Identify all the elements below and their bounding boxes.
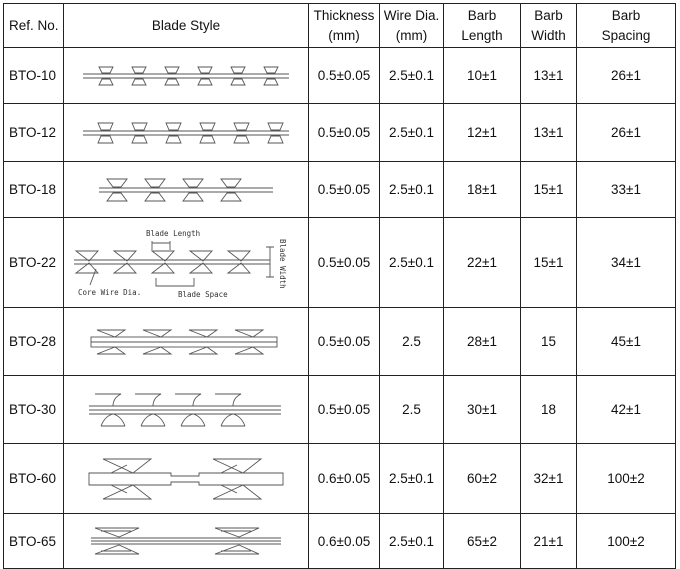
thickness-cell: 0.5±0.05 [309, 218, 380, 308]
wire-dia-cell: 2.5±0.1 [380, 162, 444, 218]
core-wire-label: Core Wire Dia. [78, 287, 142, 297]
barb-length-cell: 60±2 [444, 444, 521, 514]
blade-style-cell [64, 308, 309, 376]
thickness-cell: 0.5±0.05 [309, 48, 380, 104]
blade-drawing-bto-30 [81, 388, 291, 432]
table-row [4, 162, 676, 218]
thickness-cell: 0.5±0.05 [309, 376, 380, 444]
barb-spacing-cell: 42±1 [577, 376, 676, 444]
blade-style-cell [64, 444, 309, 514]
barb-width-cell: 13±1 [521, 48, 577, 104]
blade-drawing-bto-65 [81, 521, 291, 561]
spec-table [3, 3, 676, 569]
blade-style-cell [64, 514, 309, 569]
thickness-cell: 0.5±0.05 [309, 104, 380, 162]
wire-dia-cell: 2.5 [380, 376, 444, 444]
blade-style-cell [64, 48, 309, 104]
wire-dia-cell: 2.5±0.1 [380, 104, 444, 162]
blade-style-cell [64, 218, 309, 308]
thickness-cell: 0.6±0.05 [309, 444, 380, 514]
ref-no-cell: BTO-22 [4, 218, 64, 308]
wire-dia-cell: 2.5±0.1 [380, 444, 444, 514]
wire-dia-cell: 2.5±0.1 [380, 48, 444, 104]
barb-width-cell: 13±1 [521, 104, 577, 162]
blade-length-label: Blade Length [146, 228, 201, 238]
blade-style-cell [64, 376, 309, 444]
barb-width-cell: 15±1 [521, 218, 577, 308]
barb-width-cell: 15±1 [521, 162, 577, 218]
barb-width-cell: 18 [521, 376, 577, 444]
thickness-cell: 0.5±0.05 [309, 162, 380, 218]
ref-no-cell: BTO-12 [4, 104, 64, 162]
blade-style-cell [64, 104, 309, 162]
barb-width-cell: 15 [521, 308, 577, 376]
barb-width-cell: 21±1 [521, 514, 577, 569]
barb-spacing-cell: 34±1 [577, 218, 676, 308]
barb-width-cell: 32±1 [521, 444, 577, 514]
thickness-cell: 0.6±0.05 [309, 514, 380, 569]
barb-length-cell: 28±1 [444, 308, 521, 376]
blade-drawing-bto-10 [81, 61, 291, 91]
header-ref-no: Ref. No. [4, 4, 64, 48]
blade-drawing-bto-60 [81, 454, 291, 504]
barb-length-cell: 30±1 [444, 376, 521, 444]
table-row [4, 104, 676, 162]
barb-length-cell: 10±1 [444, 48, 521, 104]
blade-drawing-bto-22 [70, 223, 302, 303]
barb-spacing-cell: 100±2 [577, 444, 676, 514]
barb-length-cell: 22±1 [444, 218, 521, 308]
barb-spacing-cell: 100±2 [577, 514, 676, 569]
blade-drawing-bto-18 [81, 174, 291, 206]
wire-dia-cell: 2.5±0.1 [380, 218, 444, 308]
barb-length-cell: 12±1 [444, 104, 521, 162]
header-wire-dia: Wire Dia. (mm) [380, 4, 444, 48]
header-barb-width: Barb Width [521, 4, 577, 48]
blade-drawing-bto-28 [81, 322, 291, 362]
ref-no-cell: BTO-65 [4, 514, 64, 569]
table-row [4, 308, 676, 376]
table-row [4, 218, 676, 308]
table-row [4, 514, 676, 569]
header-thickness: Thickness (mm) [309, 4, 380, 48]
barb-length-cell: 18±1 [444, 162, 521, 218]
blade-width-label: Blade Width [278, 238, 287, 289]
header-blade-style: Blade Style [64, 4, 309, 48]
table-row [4, 48, 676, 104]
header-barb-length: Barb Length [444, 4, 521, 48]
blade-space-label: Blade Space [178, 289, 228, 299]
blade-style-cell [64, 162, 309, 218]
table-row [4, 376, 676, 444]
barb-spacing-cell: 45±1 [577, 308, 676, 376]
table-row [4, 444, 676, 514]
ref-no-cell: BTO-10 [4, 48, 64, 104]
wire-dia-cell: 2.5±0.1 [380, 514, 444, 569]
barb-length-cell: 65±2 [444, 514, 521, 569]
thickness-cell: 0.5±0.05 [309, 308, 380, 376]
blade-drawing-bto-12 [81, 118, 291, 148]
ref-no-cell: BTO-30 [4, 376, 64, 444]
wire-dia-cell: 2.5 [380, 308, 444, 376]
header-row [4, 4, 676, 48]
barb-spacing-cell: 26±1 [577, 48, 676, 104]
barb-spacing-cell: 33±1 [577, 162, 676, 218]
header-barb-spacing: Barb Spacing [577, 4, 676, 48]
ref-no-cell: BTO-28 [4, 308, 64, 376]
ref-no-cell: BTO-60 [4, 444, 64, 514]
ref-no-cell: BTO-18 [4, 162, 64, 218]
barb-spacing-cell: 26±1 [577, 104, 676, 162]
